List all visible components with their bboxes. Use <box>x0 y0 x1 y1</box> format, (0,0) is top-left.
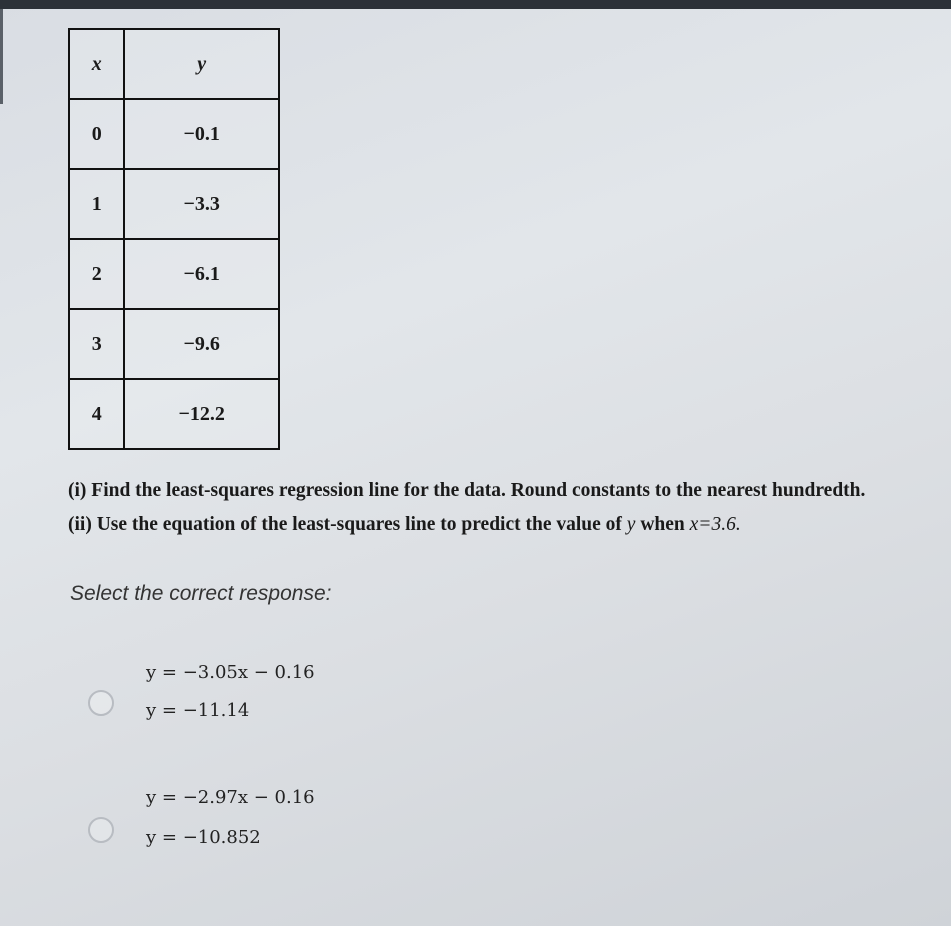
table-row <box>69 309 279 379</box>
option-1-prediction: y = −11.14 <box>146 700 250 721</box>
question-1 <box>68 480 865 502</box>
radio-button-icon[interactable] <box>88 817 114 843</box>
cell-y: −3.3 <box>124 169 279 239</box>
cell-x: 0 <box>69 99 124 169</box>
table-row <box>69 169 279 239</box>
cell-y: −0.1 <box>124 99 279 169</box>
question-1-number: (i) <box>68 480 87 501</box>
cell-x: 2 <box>69 239 124 309</box>
question-2-number: (ii) <box>68 514 92 535</box>
option-2-prediction: y = −10.852 <box>146 827 261 848</box>
question-2-variable: y <box>626 514 636 535</box>
cell-y: −12.2 <box>124 379 279 449</box>
radio-button-icon[interactable] <box>88 690 114 716</box>
option-2-equation: y = −2.97x − 0.16 <box>146 787 315 808</box>
table-row <box>69 379 279 449</box>
cell-y: −9.6 <box>124 309 279 379</box>
question-2-condition: x=3.6. <box>689 514 741 535</box>
header-y: y <box>124 29 279 99</box>
cell-x: 1 <box>69 169 124 239</box>
question-2-when: when <box>640 514 685 535</box>
table-header-row <box>69 29 279 99</box>
question-2 <box>68 514 741 536</box>
left-edge <box>0 9 3 104</box>
question-1-text: Find the least-squares regression line for the data. Round constants to the nearest hundredth. <box>91 480 866 501</box>
cell-x: 3 <box>69 309 124 379</box>
header-x: x <box>69 29 124 99</box>
cell-y: −6.1 <box>124 239 279 309</box>
top-bar <box>0 0 951 9</box>
table-row <box>69 99 279 169</box>
table-row <box>69 239 279 309</box>
option-1-equation: y = −3.05x − 0.16 <box>146 662 315 683</box>
question-2-text: Use the equation of the least-squares line to predict the value of <box>96 514 622 535</box>
cell-x: 4 <box>69 379 124 449</box>
data-table <box>68 28 280 450</box>
select-prompt: Select the correct response: <box>70 582 332 605</box>
